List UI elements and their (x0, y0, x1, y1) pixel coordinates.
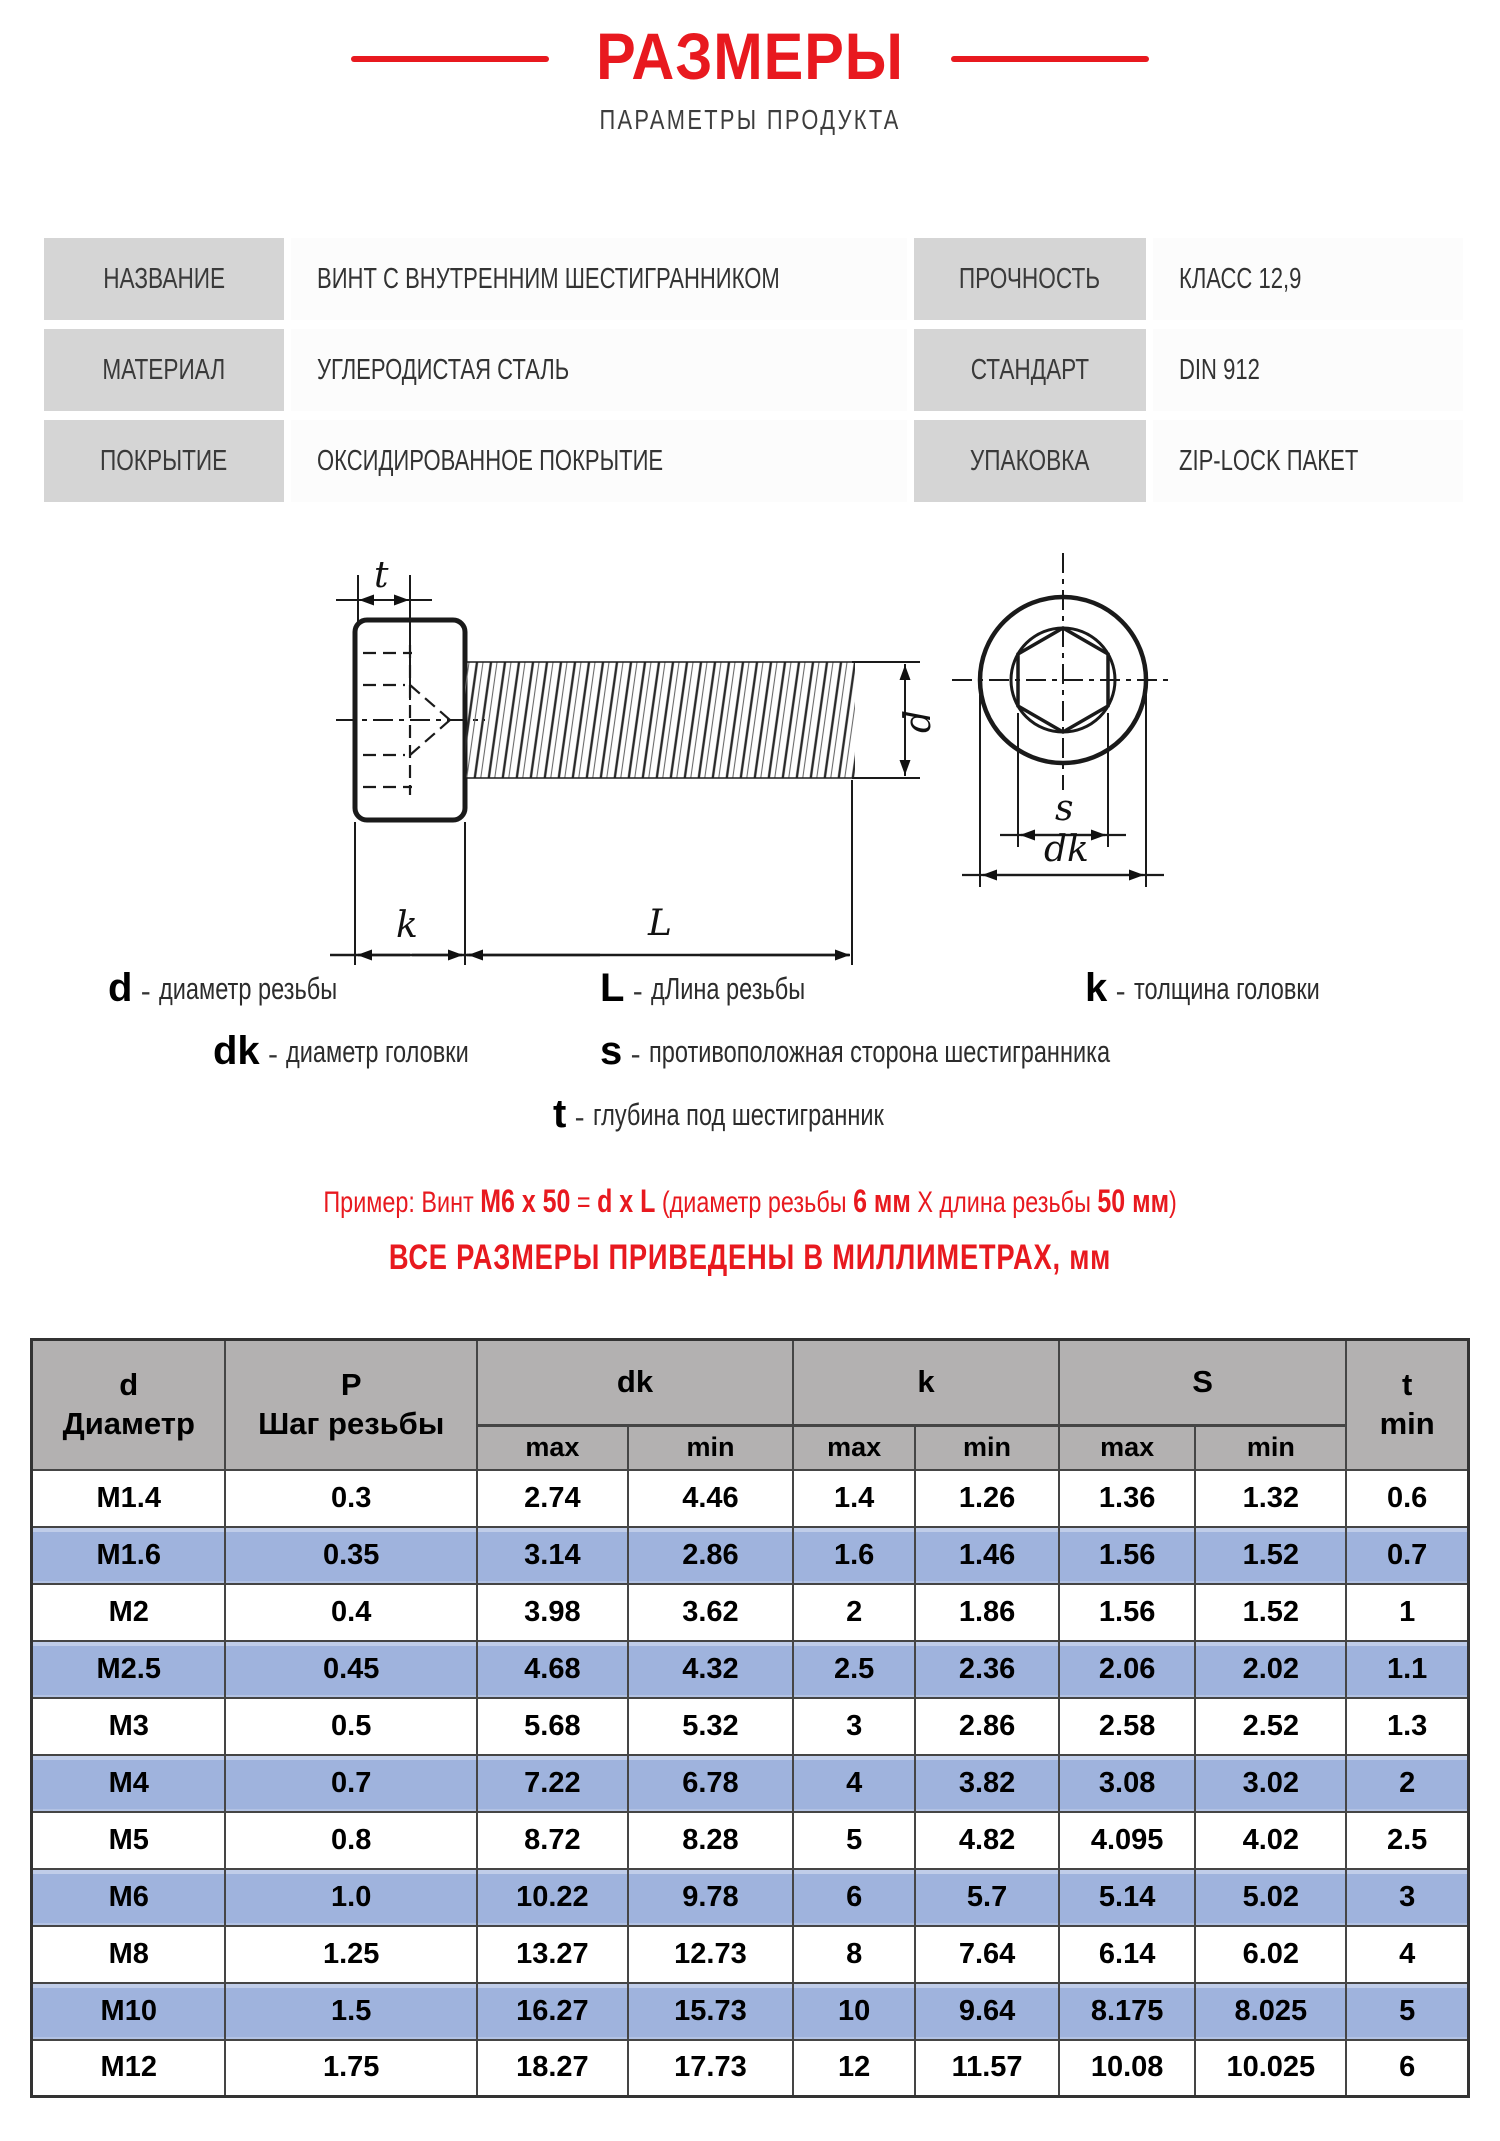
value-cell: 2.58 (1059, 1698, 1196, 1755)
table-row (32, 1641, 1469, 1698)
value-cell: 3.62 (628, 1584, 793, 1641)
spec-table (44, 238, 1463, 502)
label-t: t (374, 555, 389, 596)
value-cell: 4.32 (628, 1641, 793, 1698)
spec-value-packaging: ZIP-LOCK ПАКЕТ (1153, 420, 1463, 502)
value-cell: 1.56 (1059, 1584, 1196, 1641)
value-cell: 1.86 (915, 1584, 1059, 1641)
value-cell: 16.27 (477, 1983, 628, 2040)
title-line-left (351, 56, 549, 62)
label-d: d (898, 709, 939, 733)
value-cell: 1.0 (225, 1869, 476, 1926)
value-cell: 4 (1346, 1926, 1468, 1983)
value-cell: 11.57 (915, 2040, 1059, 2097)
page-subtitle-row (0, 104, 1500, 136)
value-cell: 5.68 (477, 1698, 628, 1755)
value-cell: 1.25 (225, 1926, 476, 1983)
value-cell: 2.86 (628, 1527, 793, 1584)
value-cell: 4.46 (628, 1470, 793, 1527)
spec-value-coating: ОКСИДИРОВАННОЕ ПОКРЫТИЕ (291, 420, 907, 502)
value-cell: 7.64 (915, 1926, 1059, 1983)
value-cell: 9.64 (915, 1983, 1059, 2040)
size-cell: M4 (32, 1755, 226, 1812)
value-cell: 8 (793, 1926, 915, 1983)
legend-symbol: dk (213, 1029, 260, 1073)
value-cell: 3 (793, 1698, 915, 1755)
value-cell: 3.08 (1059, 1755, 1196, 1812)
value-cell: 4.095 (1059, 1812, 1196, 1869)
value-cell: 6.02 (1195, 1926, 1346, 1983)
value-cell: 12 (793, 2040, 915, 2097)
value-cell: 8.025 (1195, 1983, 1346, 2040)
value-cell: 1.5 (225, 1983, 476, 2040)
screw-thread (465, 662, 855, 778)
legend-text: противоположная сторона шестигранника (648, 1034, 1110, 1069)
legend-symbol: L (600, 966, 625, 1010)
value-cell: 1.1 (1346, 1641, 1468, 1698)
value-cell: 17.73 (628, 2040, 793, 2097)
col-header-p: P Шаг резьбы (225, 1340, 476, 1470)
spec-value-name: ВИНТ С ВНУТРЕННИМ ШЕСТИГРАННИКОМ (291, 238, 907, 320)
spec-label-packaging: УПАКОВКА (914, 420, 1146, 502)
legend-item-s: s - противоположная сторона шестигранника (600, 1029, 1110, 1073)
size-cell: M10 (32, 1983, 226, 2040)
value-cell: 1.32 (1195, 1470, 1346, 1527)
spec-label-strength: ПРОЧНОСТЬ (914, 238, 1146, 320)
dimension-legend (0, 966, 1500, 1166)
sub-header-k-max: max (793, 1426, 915, 1470)
value-cell: 0.5 (225, 1698, 476, 1755)
value-cell: 5 (1346, 1983, 1468, 2040)
sub-header-dk-min: min (628, 1426, 793, 1470)
units-note-row (0, 1238, 1500, 1278)
value-cell: 3.82 (915, 1755, 1059, 1812)
value-cell: 3.14 (477, 1527, 628, 1584)
value-cell: 18.27 (477, 2040, 628, 2097)
spec-row-name (44, 238, 1463, 320)
legend-item-t: t - глубина под шестигранник (553, 1092, 884, 1136)
units-note: ВСЕ РАЗМЕРЫ ПРИВЕДЕНЫ В МИЛЛИМЕТРАХ, мм (388, 1238, 1112, 1277)
value-cell: 0.7 (225, 1755, 476, 1812)
value-cell: 1.56 (1059, 1527, 1196, 1584)
size-cell: M8 (32, 1926, 226, 1983)
screw-technical-drawing (0, 545, 1500, 975)
spec-value-standard: DIN 912 (1153, 329, 1463, 411)
value-cell: 5.02 (1195, 1869, 1346, 1926)
table-row (32, 1470, 1469, 1527)
value-cell: 2.52 (1195, 1698, 1346, 1755)
value-cell: 6.78 (628, 1755, 793, 1812)
legend-text: глубина под шестигранник (593, 1097, 884, 1132)
size-table-body (32, 1470, 1469, 2097)
value-cell: 3 (1346, 1869, 1468, 1926)
spec-value-strength: КЛАСС 12,9 (1153, 238, 1463, 320)
example-note: Пример: Винт M6 x 50 = d x L (диаметр резьбы 6 мм X длина резьбы 50 мм) (323, 1183, 1177, 1219)
value-cell: 0.6 (1346, 1470, 1468, 1527)
screw-side-view (330, 575, 920, 965)
legend-item-L: L - дЛина резьбы (600, 966, 806, 1010)
legend-text: дЛина резьбы (651, 971, 806, 1006)
sub-header-dk-max: max (477, 1426, 628, 1470)
spec-row-coating (44, 420, 1463, 502)
legend-symbol: k (1085, 966, 1108, 1010)
page-header (0, 19, 1500, 93)
value-cell: 1.52 (1195, 1584, 1346, 1641)
legend-item-k: k - толщина головки (1085, 966, 1320, 1010)
value-cell: 6.14 (1059, 1926, 1196, 1983)
value-cell: 0.3 (225, 1470, 476, 1527)
spec-value-material: УГЛЕРОДИСТАЯ СТАЛЬ (291, 329, 907, 411)
value-cell: 8.72 (477, 1812, 628, 1869)
col-group-s: S (1059, 1340, 1346, 1426)
value-cell: 0.45 (225, 1641, 476, 1698)
legend-symbol: t (553, 1092, 567, 1136)
col-group-dk: dk (477, 1340, 793, 1426)
value-cell: 2.36 (915, 1641, 1059, 1698)
legend-item-dk: dk - диаметр головки (213, 1029, 470, 1073)
size-cell: M2.5 (32, 1641, 226, 1698)
page-subtitle: ПАРАМЕТРЫ ПРОДУКТА (599, 104, 901, 135)
value-cell: 15.73 (628, 1983, 793, 2040)
spec-row-material (44, 329, 1463, 411)
value-cell: 0.7 (1346, 1527, 1468, 1584)
table-row (32, 2040, 1469, 2097)
col-group-k: k (793, 1340, 1059, 1426)
table-row (32, 1755, 1469, 1812)
value-cell: 5 (793, 1812, 915, 1869)
value-cell: 2.86 (915, 1698, 1059, 1755)
value-cell: 10.22 (477, 1869, 628, 1926)
value-cell: 13.27 (477, 1926, 628, 1983)
legend-symbol: s (600, 1029, 623, 1073)
size-cell: M6 (32, 1869, 226, 1926)
value-cell: 3.98 (477, 1584, 628, 1641)
table-row (32, 1926, 1469, 1983)
value-cell: 10.08 (1059, 2040, 1196, 2097)
table-row (32, 1527, 1469, 1584)
value-cell: 4 (793, 1755, 915, 1812)
value-cell: 8.175 (1059, 1983, 1196, 2040)
value-cell: 4.68 (477, 1641, 628, 1698)
value-cell: 1.36 (1059, 1470, 1196, 1527)
value-cell: 7.22 (477, 1755, 628, 1812)
value-cell: 5.32 (628, 1698, 793, 1755)
legend-item-d: d - диаметр резьбы (108, 966, 338, 1010)
spec-label-name: НАЗВАНИЕ (44, 238, 284, 320)
label-L: L (648, 903, 672, 944)
size-cell: M12 (32, 2040, 226, 2097)
value-cell: 10.025 (1195, 2040, 1346, 2097)
page-title: РАЗМЕРЫ (596, 19, 904, 93)
value-cell: 2.5 (1346, 1812, 1468, 1869)
label-dk: dk (1044, 829, 1089, 870)
legend-text: толщина головки (1133, 971, 1320, 1006)
size-cell: M3 (32, 1698, 226, 1755)
value-cell: 6 (1346, 2040, 1468, 2097)
value-cell: 0.8 (225, 1812, 476, 1869)
size-cell: M5 (32, 1812, 226, 1869)
value-cell: 3.02 (1195, 1755, 1346, 1812)
value-cell: 2.5 (793, 1641, 915, 1698)
example-note-row (0, 1183, 1500, 1220)
value-cell: 2.02 (1195, 1641, 1346, 1698)
value-cell: 6 (793, 1869, 915, 1926)
value-cell: 1.4 (793, 1470, 915, 1527)
size-cell: M2 (32, 1584, 226, 1641)
value-cell: 4.02 (1195, 1812, 1346, 1869)
size-cell: M1.6 (32, 1527, 226, 1584)
value-cell: 0.4 (225, 1584, 476, 1641)
table-row (32, 1584, 1469, 1641)
size-cell: M1.4 (32, 1470, 226, 1527)
value-cell: 2 (1346, 1755, 1468, 1812)
value-cell: 1.6 (793, 1527, 915, 1584)
value-cell: 1.26 (915, 1470, 1059, 1527)
value-cell: 2.06 (1059, 1641, 1196, 1698)
value-cell: 12.73 (628, 1926, 793, 1983)
value-cell: 9.78 (628, 1869, 793, 1926)
value-cell: 2 (793, 1584, 915, 1641)
col-header-d: d Диаметр (32, 1340, 226, 1470)
value-cell: 1.75 (225, 2040, 476, 2097)
sub-header-s-min: min (1195, 1426, 1346, 1470)
sub-header-k-min: min (915, 1426, 1059, 1470)
value-cell: 10 (793, 1983, 915, 2040)
value-cell: 0.35 (225, 1527, 476, 1584)
table-row (32, 1698, 1469, 1755)
table-row (32, 1812, 1469, 1869)
legend-text: диаметр головки (286, 1034, 470, 1069)
legend-text: диаметр резьбы (159, 971, 338, 1006)
col-header-t: t min (1346, 1340, 1468, 1470)
label-s: s (1055, 788, 1074, 829)
spec-label-standard: СТАНДАРТ (914, 329, 1146, 411)
value-cell: 2.74 (477, 1470, 628, 1527)
legend-symbol: d (108, 966, 133, 1010)
spec-label-coating: ПОКРЫТИЕ (44, 420, 284, 502)
size-table (30, 1338, 1470, 2098)
value-cell: 5.14 (1059, 1869, 1196, 1926)
value-cell: 5.7 (915, 1869, 1059, 1926)
spec-label-material: МАТЕРИАЛ (44, 329, 284, 411)
sub-header-s-max: max (1059, 1426, 1196, 1470)
title-line-right (951, 56, 1149, 62)
table-row (32, 1869, 1469, 1926)
value-cell: 1.52 (1195, 1527, 1346, 1584)
label-k: k (396, 905, 418, 946)
table-row (32, 1983, 1469, 2040)
value-cell: 4.82 (915, 1812, 1059, 1869)
value-cell: 1.46 (915, 1527, 1059, 1584)
value-cell: 1.3 (1346, 1698, 1468, 1755)
value-cell: 8.28 (628, 1812, 793, 1869)
value-cell: 1 (1346, 1584, 1468, 1641)
